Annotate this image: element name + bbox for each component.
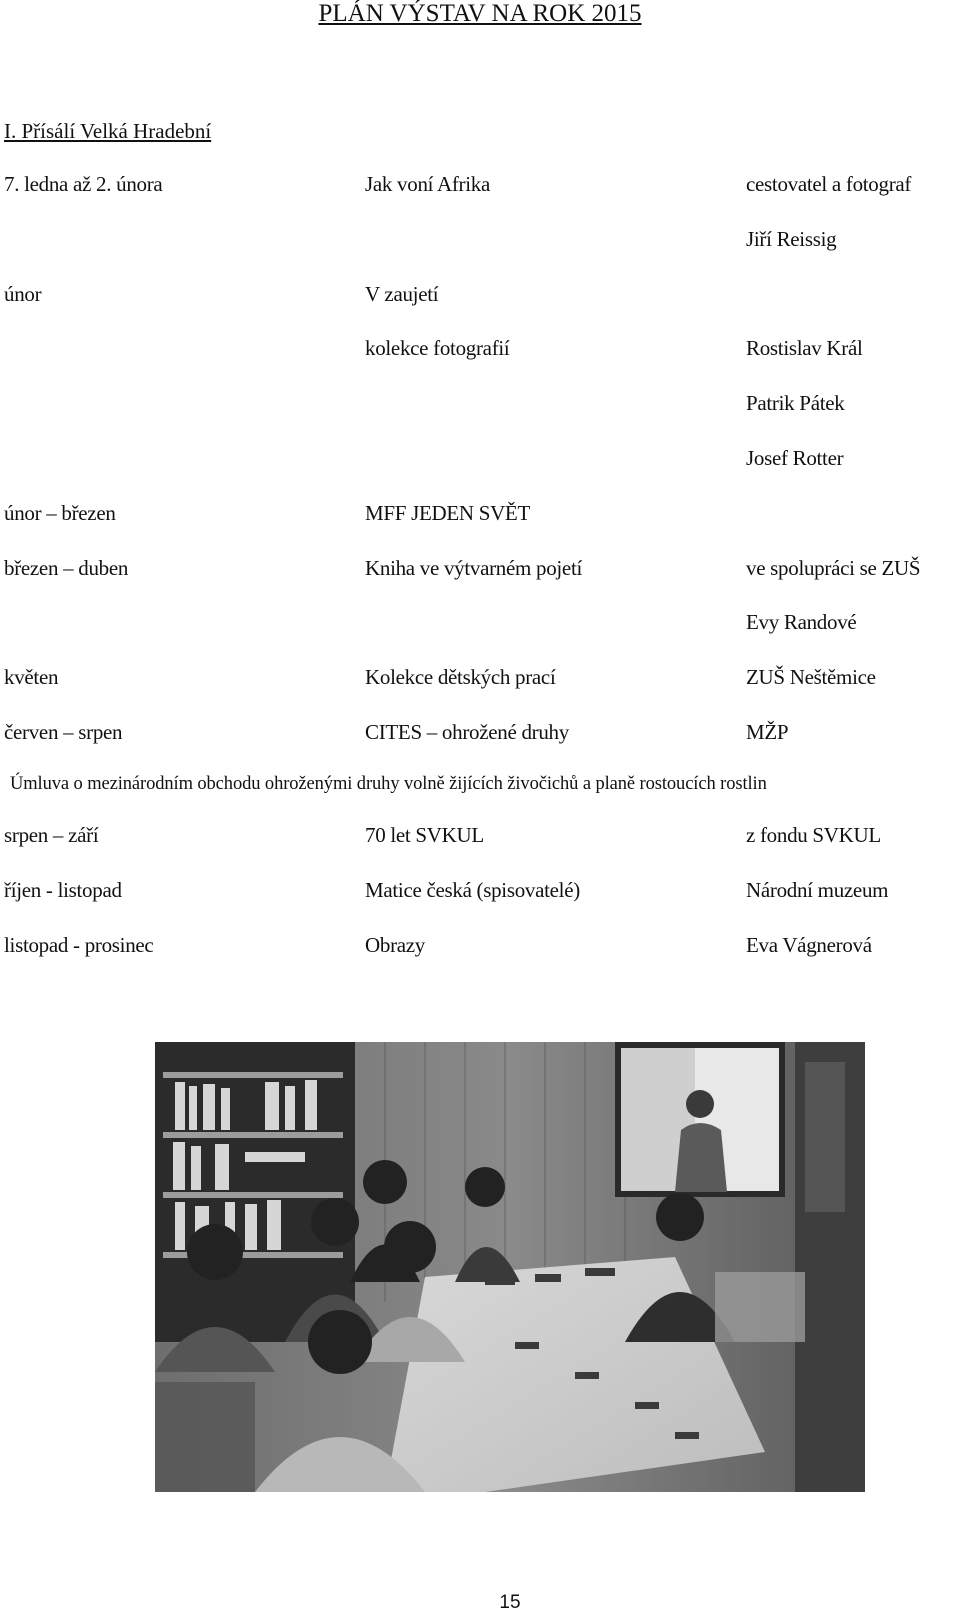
exhibition-author: Josef Rotter (746, 446, 844, 470)
exhibition-row (0, 336, 960, 366)
exhibition-row (0, 933, 960, 963)
exhibition-row (0, 556, 960, 586)
exhibition-author: cestovatel a fotograf (746, 172, 912, 196)
exhibition-row (0, 720, 960, 750)
exhibition-row (0, 665, 960, 695)
exhibition-author: Evy Randové (746, 610, 857, 635)
exhibition-name: kolekce fotografií (365, 336, 510, 361)
exhibition-name: CITES – ohrožené druhy (365, 720, 569, 744)
section-heading: I. Přísálí Velká Hradební (4, 119, 212, 143)
exhibition-row (0, 446, 960, 476)
exhibition-row (0, 501, 960, 531)
exhibition-author: Rostislav Král (746, 336, 863, 361)
exhibition-row (0, 172, 960, 202)
exhibition-name: Obrazy (365, 932, 426, 957)
exhibition-author: Patrik Pátek (746, 391, 845, 416)
exhibition-name: Jak voní Afrika (365, 172, 490, 196)
page-number: 15 (499, 1592, 521, 1613)
exhibition-name: Kniha ve výtvarném pojetí (365, 555, 583, 580)
exhibition-date: květen (4, 665, 59, 690)
exhibition-date: srpen – září (4, 823, 99, 847)
exhibition-date: únor – březen (4, 500, 116, 525)
exhibition-name: V zaujetí (365, 281, 439, 306)
exhibition-author: ZUŠ Neštěmice (746, 665, 876, 690)
page-title: PLÁN VÝSTAV NA ROK 2015 (318, 0, 642, 27)
exhibition-date: březen – duben (4, 555, 129, 580)
exhibition-name: Matice česká (spisovatelé) (365, 877, 580, 902)
exhibition-author: Národní muzeum (746, 877, 889, 902)
exhibition-author: Eva Vágnerová (746, 932, 872, 957)
exhibition-row (0, 282, 960, 312)
exhibition-author: Jiří Reissig (746, 226, 837, 251)
exhibition-row (0, 227, 960, 257)
exhibition-author: z fondu SVKUL (746, 823, 881, 847)
exhibition-name: MFF JEDEN SVĚT (365, 500, 530, 525)
exhibition-name: 70 let SVKUL (365, 823, 484, 847)
exhibition-row (0, 391, 960, 421)
exhibition-date: listopad - prosinec (4, 932, 154, 957)
exhibition-row (0, 878, 960, 908)
photo-listening-room (155, 1042, 865, 1492)
exhibition-row (0, 610, 960, 640)
exhibition-date: říjen - listopad (4, 877, 122, 902)
exhibition-date: únor (4, 281, 42, 306)
exhibition-author: ve spolupráci se ZUŠ (746, 555, 921, 580)
exhibition-author: MŽP (746, 720, 789, 744)
exhibition-date: červen – srpen (4, 720, 123, 744)
exhibition-row (0, 823, 960, 853)
cites-note: Úmluva o mezinárodním obchodu ohroženými druhy volně žijících živočichů a planě rostoucích rostlin (10, 774, 767, 794)
exhibition-name: Kolekce dětských prací (365, 665, 556, 690)
exhibition-date: 7. ledna až 2. února (4, 172, 163, 196)
